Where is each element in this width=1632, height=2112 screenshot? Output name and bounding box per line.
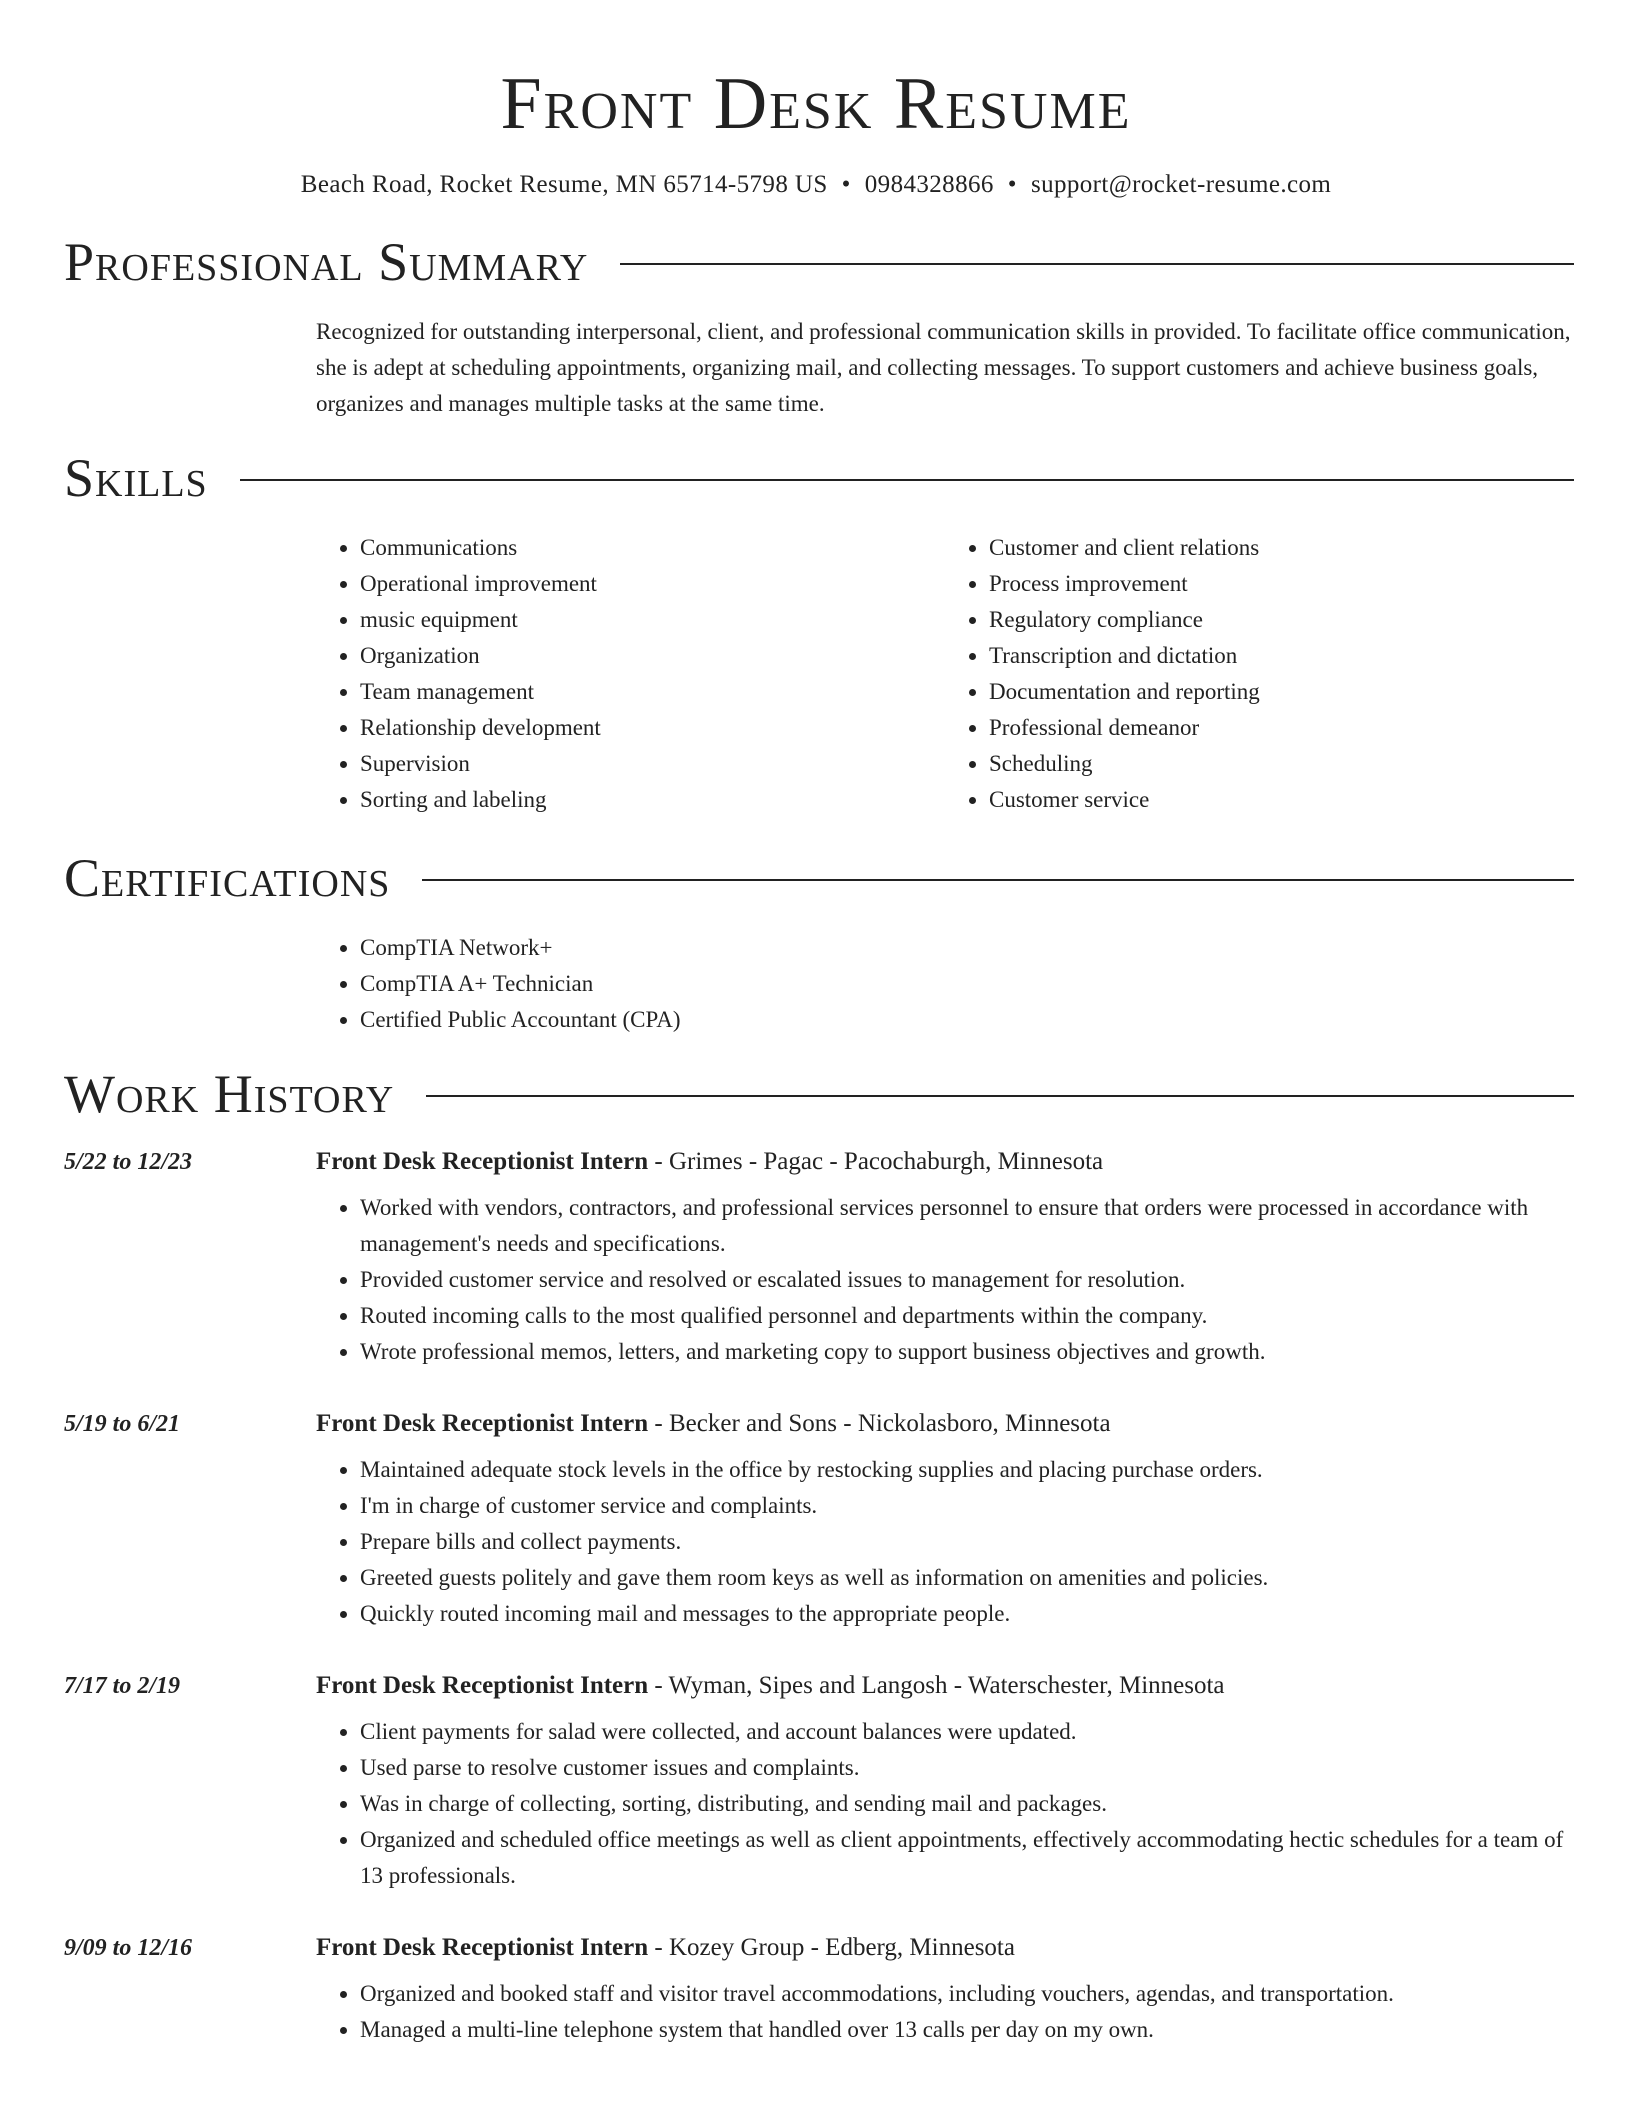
resume-name: Front Desk Resume bbox=[500, 63, 1132, 145]
certifications-title: Certifications bbox=[64, 848, 391, 908]
job-bullet: • Was in charge of collecting, sorting, distributing, and sending mail and packages. bbox=[360, 1786, 1574, 1822]
skill-item: • Scheduling bbox=[989, 746, 1574, 782]
job-company: - Wyman, Sipes and Langosh - Waterschester, Minnesota bbox=[648, 1672, 1225, 1699]
job-body bbox=[316, 1670, 1574, 1894]
skills-section-header bbox=[64, 448, 1574, 508]
job-bullet: • Client payments for salad were collected, and account balances were updated. bbox=[360, 1714, 1574, 1750]
summary-text: Recognized for outstanding interpersonal, client, and professional communication skills in provided. To facilitate office communication, she is adept at scheduling appointments, organizing mail, and collecting messages. To support customers and achieve business goals, organizes and manages multiple tasks at the same time. bbox=[316, 319, 1571, 416]
section-rule bbox=[422, 879, 1574, 881]
skill-item: • Regulatory compliance bbox=[989, 602, 1574, 638]
certification-item: • CompTIA Network+ bbox=[360, 930, 1574, 966]
job-bullets bbox=[316, 1452, 1574, 1632]
job-heading bbox=[316, 1670, 1574, 1702]
certification-item: • CompTIA A+ Technician bbox=[360, 966, 1574, 1002]
job-bullets bbox=[316, 1190, 1574, 1370]
section-rule bbox=[426, 1095, 1574, 1097]
skills-title: Skills bbox=[64, 448, 208, 508]
job-entry bbox=[64, 1670, 1574, 1894]
job-dates: 9/09 to 12/16 bbox=[64, 1935, 193, 1961]
job-title: Front Desk Receptionist Intern bbox=[316, 1148, 649, 1175]
separator-dot: • bbox=[841, 171, 851, 198]
skills-right-list bbox=[945, 530, 1574, 818]
section-rule bbox=[620, 263, 1574, 265]
skill-item: • Documentation and reporting bbox=[989, 674, 1574, 710]
skill-item: • Team management bbox=[360, 674, 945, 710]
address: Beach Road, Rocket Resume, MN 65714-5798 US bbox=[300, 171, 828, 198]
job-bullet: • Quickly routed incoming mail and messages to the appropriate people. bbox=[360, 1596, 1574, 1632]
job-title: Front Desk Receptionist Intern bbox=[316, 1934, 649, 1961]
certifications-list bbox=[316, 930, 1574, 1038]
job-heading bbox=[316, 1932, 1574, 1964]
certifications-section-header bbox=[64, 848, 1574, 908]
job-body bbox=[316, 1408, 1574, 1632]
job-bullet: • Organized and booked staff and visitor travel accommodations, including vouchers, agendas, and transportation. bbox=[360, 1976, 1574, 2012]
job-title: Front Desk Receptionist Intern bbox=[316, 1410, 649, 1437]
job-bullet: • Used parse to resolve customer issues and complaints. bbox=[360, 1750, 1574, 1786]
separator-dot: • bbox=[1007, 171, 1017, 198]
job-bullet: • Worked with vendors, contractors, and professional services personnel to ensure that orders were processed in accordance with management's needs and specifications. bbox=[360, 1190, 1574, 1262]
job-dates: 7/17 to 2/19 bbox=[64, 1673, 181, 1699]
skill-item: • Transcription and dictation bbox=[989, 638, 1574, 674]
job-bullet: • Greeted guests politely and gave them room keys as well as information on amenities and policies. bbox=[360, 1560, 1574, 1596]
job-dates: 5/19 to 6/21 bbox=[64, 1411, 181, 1437]
job-bullet: • Routed incoming calls to the most qualified personnel and departments within the company. bbox=[360, 1298, 1574, 1334]
job-company: - Grimes - Pagac - Pacochaburgh, Minnesota bbox=[648, 1148, 1104, 1175]
job-dates: 5/22 to 12/23 bbox=[64, 1149, 193, 1175]
job-bullet: • Provided customer service and resolved or escalated issues to management for resolution. bbox=[360, 1262, 1574, 1298]
job-company: - Kozey Group - Edberg, Minnesota bbox=[648, 1934, 1015, 1961]
job-heading bbox=[316, 1146, 1574, 1178]
skills-left-list bbox=[316, 530, 945, 818]
summary-content bbox=[316, 314, 1574, 422]
skill-item: • Relationship development bbox=[360, 710, 945, 746]
email: support@rocket-resume.com bbox=[1030, 171, 1332, 198]
job-entry bbox=[64, 1146, 1574, 1370]
job-entry bbox=[64, 1408, 1574, 1632]
skill-item: • Professional demeanor bbox=[989, 710, 1574, 746]
contact-line bbox=[0, 170, 1632, 200]
job-entry bbox=[64, 1932, 1574, 2048]
skill-item: • Process improvement bbox=[989, 566, 1574, 602]
certification-item: • Certified Public Accountant (CPA) bbox=[360, 1002, 1574, 1038]
job-bullet: • Organized and scheduled office meetings as well as client appointments, effectively accommodating hectic schedules for a team of 13 professionals. bbox=[360, 1822, 1574, 1894]
summary-section-header bbox=[64, 232, 1574, 292]
section-rule bbox=[240, 479, 1574, 481]
skill-item: • music equipment bbox=[360, 602, 945, 638]
job-company: - Becker and Sons - Nickolasboro, Minnesota bbox=[648, 1410, 1111, 1437]
job-heading bbox=[316, 1408, 1574, 1440]
skill-item: • Communications bbox=[360, 530, 945, 566]
job-bullet: • Wrote professional memos, letters, and marketing copy to support business objectives and growth. bbox=[360, 1334, 1574, 1370]
job-bullets bbox=[316, 1976, 1574, 2048]
skill-item: • Customer and client relations bbox=[989, 530, 1574, 566]
job-bullet: • Prepare bills and collect payments. bbox=[360, 1524, 1574, 1560]
job-bullet: • Maintained adequate stock levels in the office by restocking supplies and placing purchase orders. bbox=[360, 1452, 1574, 1488]
skill-item: • Organization bbox=[360, 638, 945, 674]
job-body bbox=[316, 1932, 1574, 2048]
job-bullet: • Managed a multi-line telephone system that handled over 13 calls per day on my own. bbox=[360, 2012, 1574, 2048]
certifications-content bbox=[316, 930, 1574, 1038]
work-title: Work History bbox=[64, 1064, 395, 1124]
work-history-list bbox=[0, 1146, 1632, 2048]
summary-title: Professional Summary bbox=[64, 232, 589, 292]
job-bullet: • I'm in charge of customer service and complaints. bbox=[360, 1488, 1574, 1524]
phone: 0984328866 bbox=[864, 171, 994, 198]
job-bullets bbox=[316, 1714, 1574, 1894]
skill-item: • Sorting and labeling bbox=[360, 782, 945, 818]
job-body bbox=[316, 1146, 1574, 1370]
job-title: Front Desk Receptionist Intern bbox=[316, 1672, 649, 1699]
skill-item: • Supervision bbox=[360, 746, 945, 782]
skill-item: • Operational improvement bbox=[360, 566, 945, 602]
work-section-header bbox=[64, 1064, 1574, 1124]
skills-grid bbox=[316, 530, 1574, 818]
skill-item: • Customer service bbox=[989, 782, 1574, 818]
